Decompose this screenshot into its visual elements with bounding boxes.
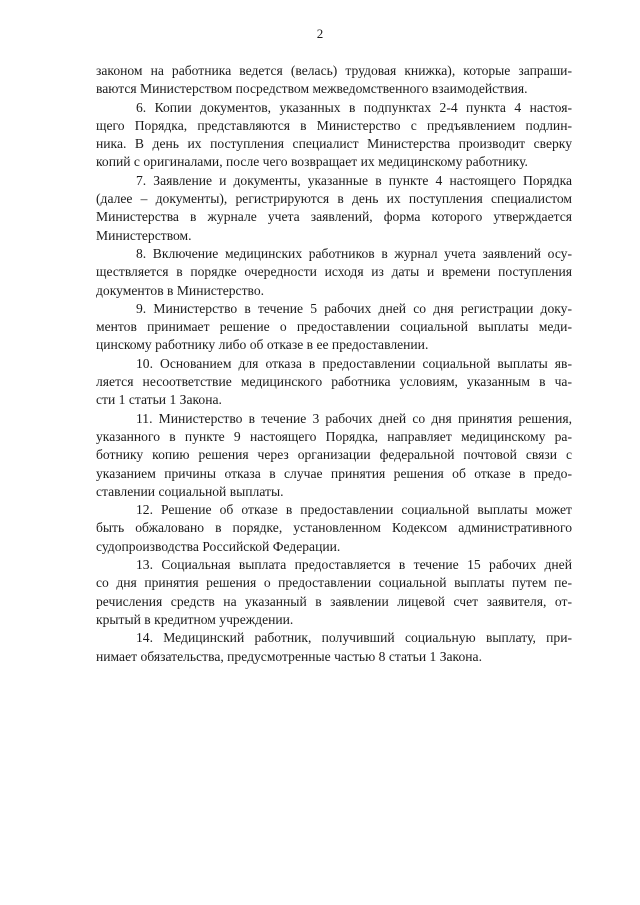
text-line: ментов принимает решение о предоставлении социальной выплаты меди-	[96, 319, 572, 335]
text-line: (далее – документы), регистрируются в день их поступления специалистом	[96, 191, 572, 207]
text-line: ществляется в порядке очередности исходя из даты и времени поступления	[96, 264, 572, 280]
text-line: ставлении социальной выплаты.	[96, 483, 284, 499]
text-line: 6. Копии документов, указанных в подпунктах 2-4 пункта 4 настоя-	[136, 99, 572, 115]
text-line: 13. Социальная выплата предоставляется в течение 15 рабочих дней	[136, 557, 572, 573]
text-line: указанного в пункте 9 настоящего Порядка, направляет медицинскому ра-	[96, 428, 572, 444]
text-line: ботнику копию решения через организации федеральной почтовой связи с	[96, 447, 572, 463]
paragraph-10	[96, 355, 572, 410]
paragraph-9	[96, 300, 572, 355]
text-line: цинскому работнику либо об отказе в ее предоставлении.	[96, 337, 429, 353]
paragraph-11	[96, 410, 572, 501]
paragraph-12	[96, 501, 572, 556]
text-line: крытый в кредитном учреждении.	[96, 611, 294, 627]
text-line: 11. Министерство в течение 3 рабочих дней со дня принятия решения,	[136, 410, 572, 426]
text-line: 12. Решение об отказе в предоставлении социальной выплаты может	[136, 502, 572, 518]
text-line: ваются Министерством посредством межведомственного взаимодействия.	[96, 81, 528, 97]
text-line: Министерством.	[96, 227, 192, 243]
text-line: документов в Министерство.	[96, 282, 265, 298]
text-line: судопроизводства Российской Федерации.	[96, 538, 341, 554]
paragraph-13	[96, 556, 572, 629]
paragraph-7	[96, 172, 572, 245]
text-line: сти 1 статьи 1 Закона.	[96, 392, 222, 408]
paragraph-8	[96, 245, 572, 300]
text-line: Министерства в журнале учета заявлений, форма которого утверждается	[96, 209, 572, 225]
text-line: указанием причины отказа в случае принятия решения об отказе в предо-	[96, 465, 572, 481]
paragraph-continuation	[96, 62, 572, 99]
text-line: 10. Основанием для отказа в предоставлении социальной выплаты яв-	[136, 355, 572, 371]
text-line: копий с оригиналами, после чего возвращает их медицинскому работнику.	[96, 154, 528, 170]
text-line: со дня принятия решения о предоставлении социальной выплаты путем пе-	[96, 575, 572, 591]
text-line: речисления средств на указанный в заявлении лицевой счет заявителя, от-	[96, 593, 572, 609]
text-line: нимает обязательства, предусмотренные частью 8 статьи 1 Закона.	[96, 648, 482, 664]
text-line: 7. Заявление и документы, указанные в пункте 4 настоящего Порядка	[136, 172, 572, 188]
text-line: ника. В день их поступления специалист Министерства производит сверку	[96, 136, 572, 152]
paragraph-14	[96, 629, 572, 666]
page-number: 2	[316, 26, 324, 41]
document-body	[96, 62, 572, 666]
text-line: законом на работника ведется (велась) трудовая книжка), которые запраши-	[96, 63, 572, 78]
text-line: 14. Медицинский работник, получивший социальную выплату, при-	[136, 630, 572, 646]
text-line: быть обжаловано в порядке, установленном Кодексом административного	[96, 520, 572, 536]
text-line: ляется несоответствие медицинского работника условиям, указанным в ча-	[96, 374, 572, 390]
text-line: 8. Включение медицинских работников в журнал учета заявлений осу-	[136, 245, 572, 261]
paragraph-6	[96, 99, 572, 172]
text-line: 9. Министерство в течение 5 рабочих дней со дня регистрации доку-	[136, 300, 572, 316]
text-line: щего Порядка, представляются в Министерство с предъявлением подлин-	[96, 117, 572, 133]
